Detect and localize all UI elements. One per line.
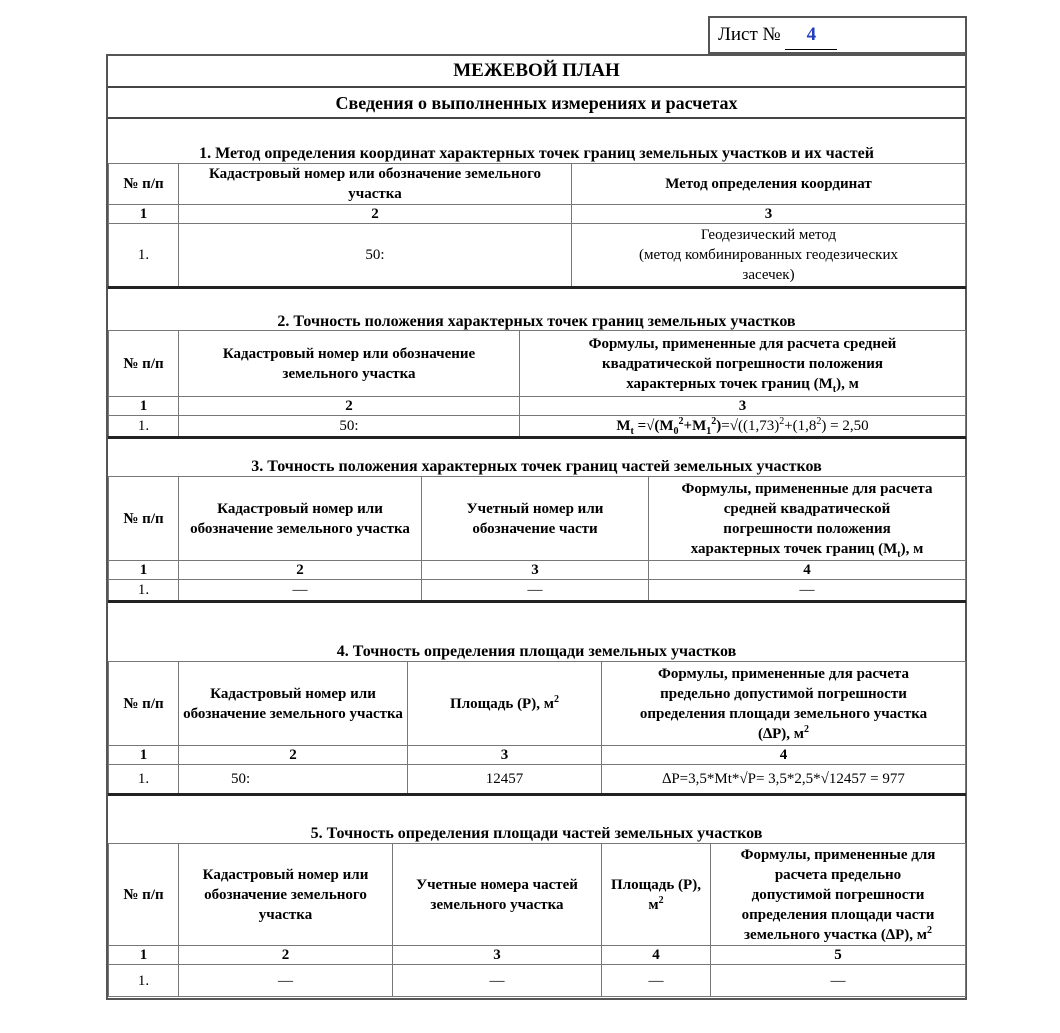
section-4-title: 4. Точность определения площади земельных участков (336, 643, 737, 660)
section-1-table (108, 163, 966, 289)
s1-col-method: Метод определения координат (572, 164, 966, 205)
s3-row-no: 1. (109, 580, 179, 602)
s5-col-no: № п/п (109, 844, 179, 946)
s5-row-no: 1. (109, 965, 179, 997)
s1-row-method: Геодезический метод (метод комбинированных геодезических засечек) (572, 224, 966, 288)
page-title: МЕЖЕВОЙ ПЛАН (453, 60, 620, 81)
s5-row-c3: — (393, 965, 602, 997)
s1-row-no: 1. (109, 224, 179, 288)
s3-row-c4: — (649, 580, 966, 602)
s5-num-5: 5 (711, 946, 966, 965)
section-5-table (108, 843, 966, 997)
s5-col-parts: Учетные номера частей земельного участка (393, 844, 602, 946)
s4-col-formula: Формулы, примененные для расчета предельно допустимой погрешности определения площади земельного участка (∆P), $м^2$ (602, 662, 966, 746)
s1-row-cadastral: 50: (179, 224, 572, 288)
s4-num-3: 3 (408, 746, 602, 765)
s5-col-formula: Формулы, примененные для расчета предельно допустимой погрешности определения площади части земельного участка (∆P), $м^2$ (711, 844, 966, 946)
s4-num-1: 1 (109, 746, 179, 765)
s2-col-no: № п/п (109, 331, 179, 397)
s5-row-c4: — (602, 965, 711, 997)
s1-num-1: 1 (109, 205, 179, 224)
s4-row-area: 12457 (408, 765, 602, 795)
s5-col-area: Площадь (P), $м^2$ (602, 844, 711, 946)
s1-num-3: 3 (572, 205, 966, 224)
section-5-title: 5. Точность определения площади частей земельных участков (310, 825, 763, 842)
s4-col-cadastral: Кадастровый номер или обозначение земельного участка (179, 662, 408, 746)
sheet-label: Лист № (718, 24, 781, 45)
s2-row-no: 1. (109, 416, 179, 438)
s3-col-cadastral: Кадастровый номер или обозначение земельного участка (179, 477, 422, 561)
sheet-number: 4 (785, 21, 837, 50)
s2-num-3: 3 (520, 397, 966, 416)
section-1-title: 1. Метод определения координат характерных точек границ земельных участков и их частей (199, 145, 874, 162)
s4-num-2: 2 (179, 746, 408, 765)
s3-row-c3: — (422, 580, 649, 602)
s4-row-no: 1. (109, 765, 179, 795)
s5-num-4: 4 (602, 946, 711, 965)
s5-col-cadastral: Кадастровый номер или обозначение земельного участка (179, 844, 393, 946)
s3-col-formula: Формулы, примененные для расчета средней квадратической погрешности положения характерных точек границ $(M_t)$, м (649, 477, 966, 561)
section-4-table (108, 661, 966, 796)
s4-col-no: № п/п (109, 662, 179, 746)
section-3-title: 3. Точность положения характерных точек границ частей земельных участков (251, 458, 822, 475)
s3-col-part: Учетный номер или обозначение части (422, 477, 649, 561)
s3-num-4: 4 (649, 561, 966, 580)
s3-col-no: № п/п (109, 477, 179, 561)
section-2-title: 2. Точность положения характерных точек границ земельных участков (277, 313, 796, 330)
page-subtitle: Сведения о выполненных измерениях и расчетах (335, 93, 738, 113)
s4-col-area: Площадь (P), $м^2$ (408, 662, 602, 746)
s3-num-2: 2 (179, 561, 422, 580)
s3-num-3: 3 (422, 561, 649, 580)
s2-col-cadastral: Кадастровый номер или обозначение земельного участка (179, 331, 520, 397)
s3-row-c2: — (179, 580, 422, 602)
s5-row-c2: — (179, 965, 393, 997)
s5-row-c5: — (711, 965, 966, 997)
s4-row-formula: ∆P=3,5*Mt*√P= 3,5*2,5*√12457 = 977 (602, 765, 966, 795)
s2-num-1: 1 (109, 397, 179, 416)
s2-num-2: 2 (179, 397, 520, 416)
s1-col-no: № п/п (109, 164, 179, 205)
section-3-table (108, 476, 966, 603)
s4-row-cadastral: 50: (179, 765, 408, 795)
sheet-number-box (708, 16, 967, 54)
s4-num-4: 4 (602, 746, 966, 765)
s2-row-formula: $M_t =√(M_0^2+M_1^2)=√((1,73)^2+(1,8^2) = 2,50$ (520, 416, 966, 438)
s1-num-2: 2 (179, 205, 572, 224)
s2-row-cadastral: 50: (179, 416, 520, 438)
s2-col-formula: Формулы, примененные для расчета средней квадратической погрешности положения характерных точек границ $(M_t)$, м (520, 331, 966, 397)
s3-num-1: 1 (109, 561, 179, 580)
document-frame (106, 54, 967, 1000)
s1-col-cadastral: Кадастровый номер или обозначение земельного участка (179, 164, 572, 205)
s5-num-3: 3 (393, 946, 602, 965)
s5-num-1: 1 (109, 946, 179, 965)
s5-num-2: 2 (179, 946, 393, 965)
section-2-table (108, 330, 966, 439)
